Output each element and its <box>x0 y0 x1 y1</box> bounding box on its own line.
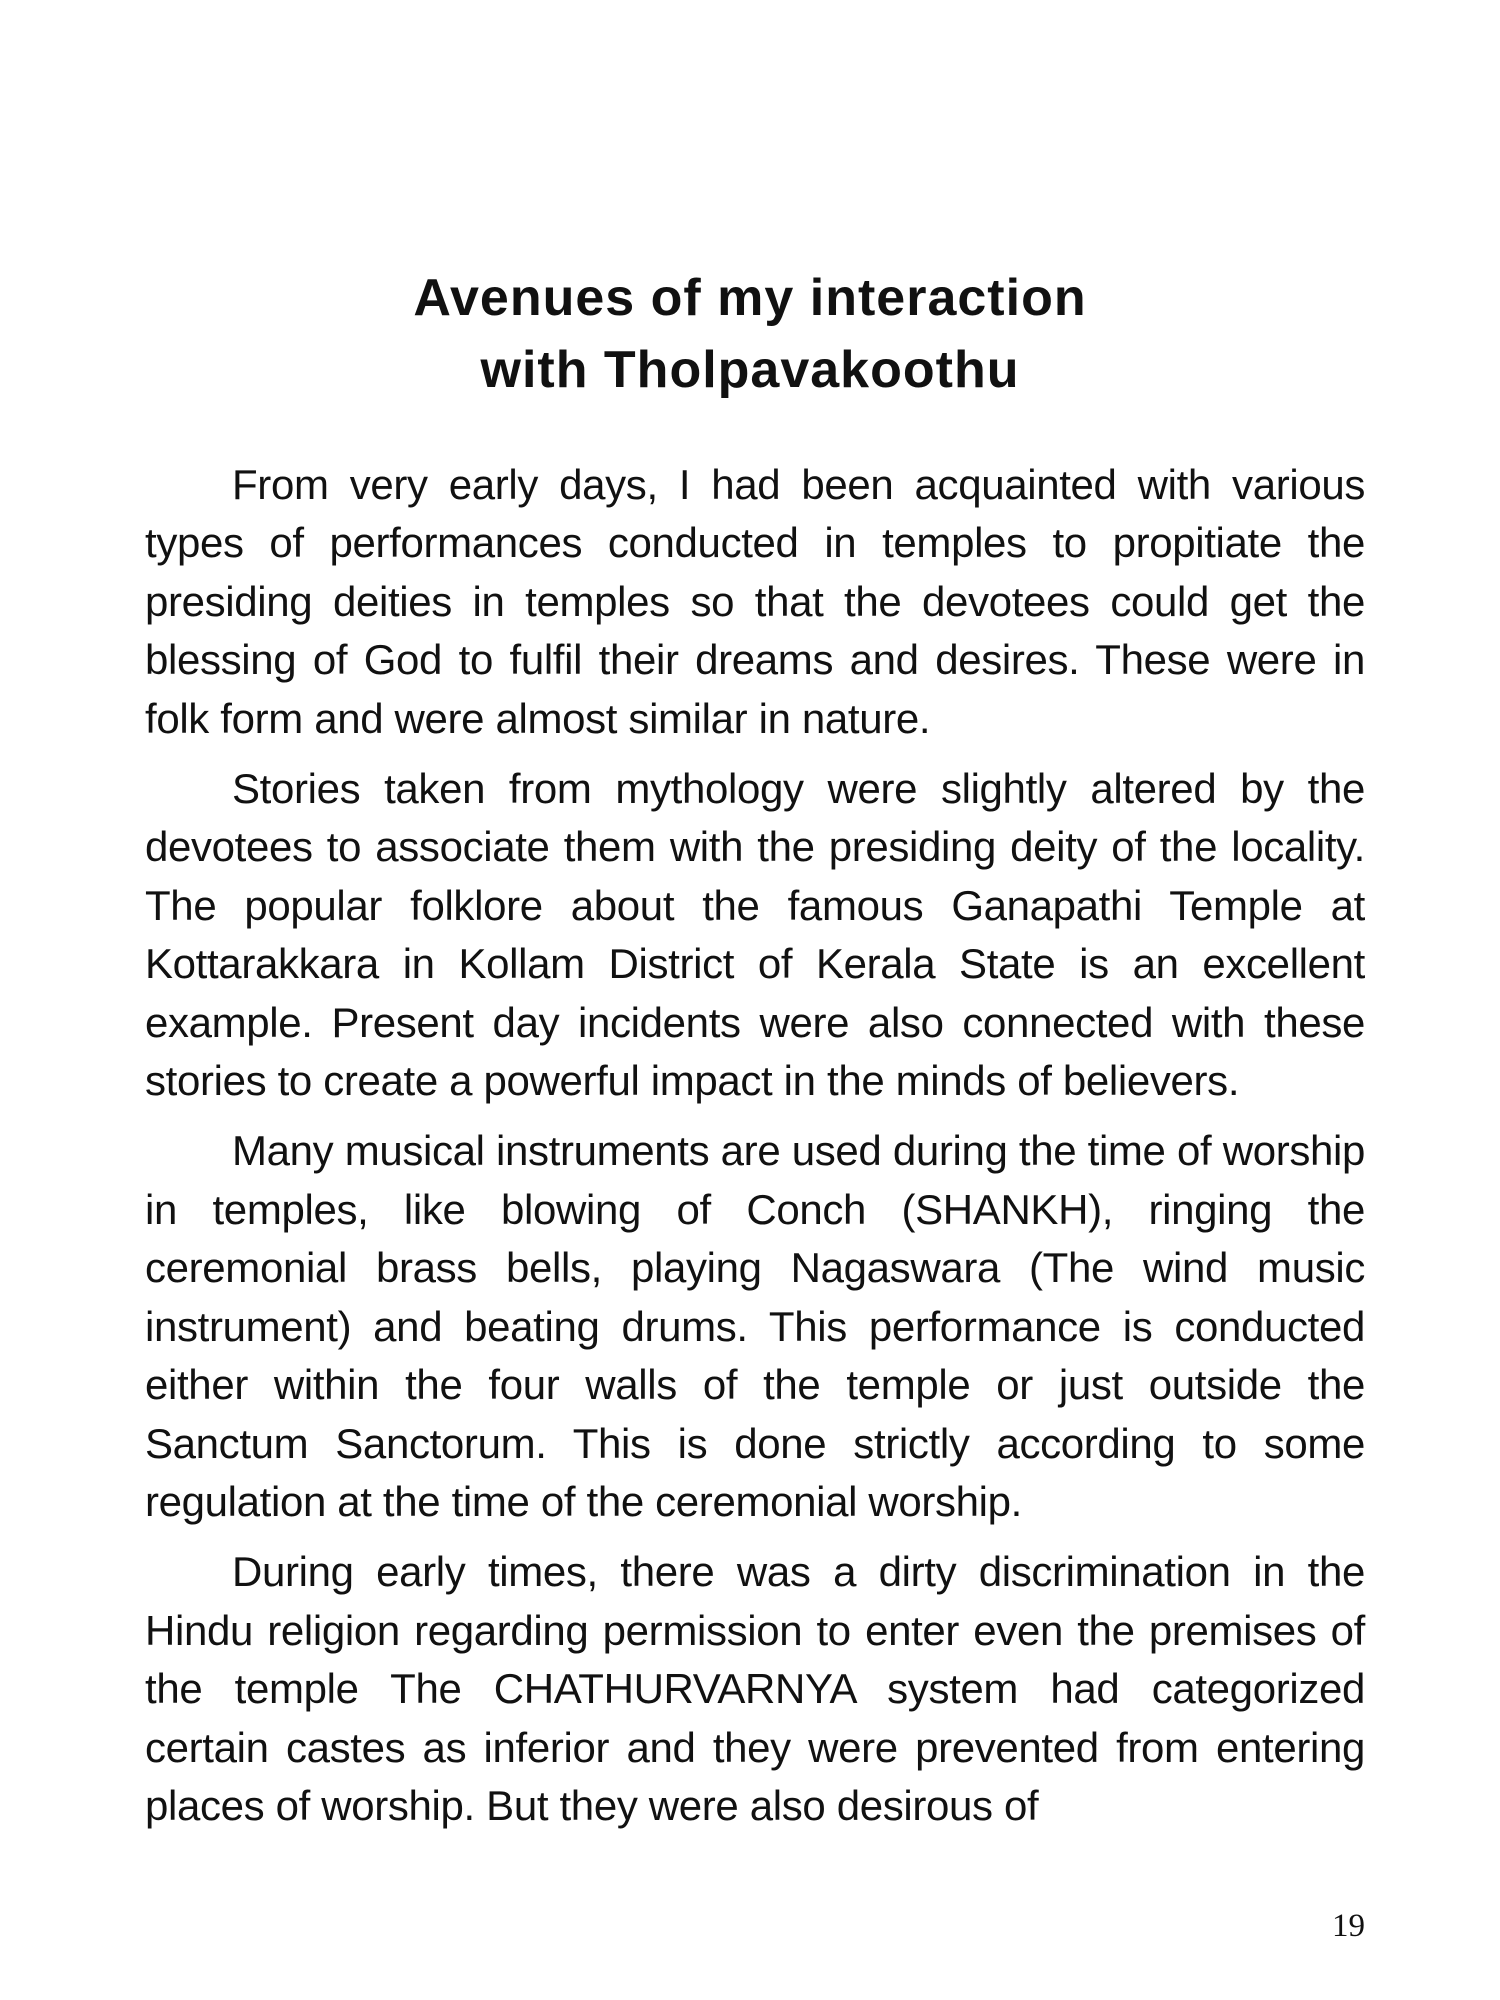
body-text <box>145 456 1365 1847</box>
paragraph-3: Many musical instruments are used during the time of worship in temples, like blowing of Conch (SHANKH), ringing the ceremonial brass bells, playing Nagaswara (The wind music instrument) and beating drums. This performance is conducted either within the four walls of the temple or just outside the Sanctum Sanctorum. This is done strictly according to some regulation at the time of the ceremonial worship. <box>145 1127 1365 1525</box>
page-number: 19 <box>1332 1908 1365 1944</box>
chapter-title-line-2: with Tholpavakoothu <box>480 341 1020 399</box>
chapter-title-line-1: Avenues of my interaction <box>413 269 1087 327</box>
paragraph-2: Stories taken from mythology were slightly altered by the devotees to associate them with the presiding deity of the locality. The popular folklore about the famous Ganapathi Temple at Kottarakkara in Kollam District of Kerala State is an excellent example. Present day incidents were also connected with these stories to create a powerful impact in the minds of believers. <box>145 765 1365 1105</box>
paragraph-4: During early times, there was a dirty discrimination in the Hindu religion regarding permission to enter even the premises of the temple The CHATHURVARNYA system had categorized certain castes as inferior and they were prevented from entering places of worship. But they were also desirous of <box>145 1548 1365 1829</box>
paragraph-1: From very early days, I had been acquainted with various types of performances conducted in temples to propitiate the presiding deities in temples so that the devotees could get the blessing of God to fulfil their dreams and desires. These were in folk form and were almost similar in nature. <box>145 461 1365 742</box>
chapter-title <box>0 262 1500 406</box>
